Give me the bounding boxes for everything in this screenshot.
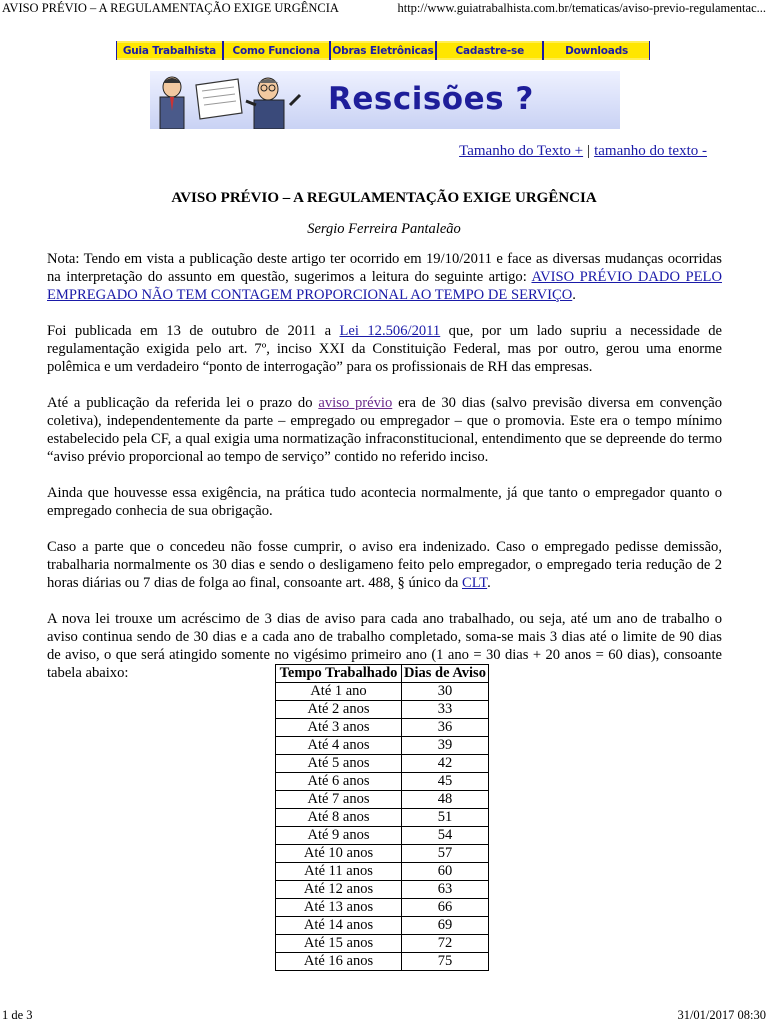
nav-downloads[interactable]: Downloads	[544, 41, 649, 60]
cell-tempo: Até 3 anos	[276, 719, 402, 737]
table-row	[276, 863, 489, 881]
cell-tempo: Até 12 anos	[276, 881, 402, 899]
print-header-url: http://www.guiatrabalhista.com.br/tematicas/aviso-previo-regulamentac...	[397, 1, 766, 15]
cell-tempo: Até 6 anos	[276, 773, 402, 791]
table-header-row	[276, 665, 489, 683]
cell-dias: 57	[402, 845, 489, 863]
text-size-controls	[459, 143, 707, 160]
cell-tempo: Até 5 anos	[276, 755, 402, 773]
paragraph-text: Caso a parte que o concedeu não fosse cumprir, o aviso era indenizado. Caso o empregado pedisse demissão, trabalharia normalmente os 30 dias e sendo o desligameno feito pelo empregador, o empregado teria redução de 2 horas diárias ou 7 dias de folga ao final, consoante art. 488, § único da	[47, 539, 722, 591]
paragraph-lei	[47, 322, 722, 376]
cell-tempo: Até 16 anos	[276, 953, 402, 971]
table-row	[276, 935, 489, 953]
related-article-link[interactable]: AVISO PRÉVIO DADO PELO EMPREGADO NÃO TEM CONTAGEM PROPORCIONAL AO TEMPO DE SERVIÇO	[47, 269, 722, 303]
cell-dias: 39	[402, 737, 489, 755]
rescisoes-banner	[150, 71, 620, 129]
paragraph-text: Foi publicada em 13 de outubro de 2011 a	[47, 323, 340, 339]
cell-dias: 72	[402, 935, 489, 953]
table-row	[276, 809, 489, 827]
column-header-dias: Dias de Aviso	[402, 665, 489, 683]
cell-tempo: Até 2 anos	[276, 701, 402, 719]
cell-tempo: Até 13 anos	[276, 899, 402, 917]
cell-dias: 42	[402, 755, 489, 773]
cell-dias: 75	[402, 953, 489, 971]
paragraph-exigencia: Ainda que houvesse essa exigência, na prática tudo acontecia normalmente, já que tanto o empregador quanto o empregado conhecia de sua obrigação.	[47, 485, 722, 519]
aviso-previo-link[interactable]: aviso prévio	[318, 395, 393, 411]
cell-dias: 54	[402, 827, 489, 845]
table-row	[276, 953, 489, 971]
table-row	[276, 773, 489, 791]
paragraph-indenizado	[47, 538, 722, 592]
table-row	[276, 683, 489, 701]
cell-tempo: Até 4 anos	[276, 737, 402, 755]
print-header-title: AVISO PRÉVIO – A REGULAMENTAÇÃO EXIGE URGÊNCIA	[2, 1, 339, 15]
clt-link[interactable]: CLT	[462, 575, 488, 591]
cell-tempo: Até 14 anos	[276, 917, 402, 935]
cell-dias: 60	[402, 863, 489, 881]
cell-dias: 45	[402, 773, 489, 791]
print-header	[0, 0, 768, 18]
cell-dias: 33	[402, 701, 489, 719]
article-author: Sergio Ferreira Pantaleão	[307, 221, 461, 237]
table-row	[276, 827, 489, 845]
paragraph-text: que, por um lado supriu a necessidade de regulamentação exigida pelo art. 7º, inciso XXI da Constituição Federal, mas por outro, gerou uma enorme polêmica e um verdadeiro “ponto de interrogação” para os profissionais de RH das empresas.	[47, 323, 723, 375]
cell-tempo: Até 11 anos	[276, 863, 402, 881]
table-row	[276, 701, 489, 719]
cell-dias: 69	[402, 917, 489, 935]
cell-tempo: Até 15 anos	[276, 935, 402, 953]
aviso-table	[275, 664, 489, 971]
paragraph-text: Nota: Tendo em vista a publicação deste artigo ter ocorrido em 19/10/2011 e face as diversas mudanças ocorridas na interpretação do assunto em questão, sugerimos a leitura do seguinte artigo:	[47, 251, 722, 285]
table-row	[276, 755, 489, 773]
increase-text-size-link[interactable]: Tamanho do Texto +	[459, 143, 584, 159]
print-footer	[0, 1008, 768, 1024]
paragraph-text: .	[487, 575, 491, 591]
cartoon-illustration	[150, 71, 325, 129]
lei-12506-link[interactable]: Lei 12.506/2011	[339, 323, 441, 339]
article-title: AVISO PRÉVIO – A REGULAMENTAÇÃO EXIGE URGÊNCIA	[171, 190, 597, 206]
paragraph-text: .	[572, 287, 576, 303]
table-row	[276, 791, 489, 809]
paragraph-text: Até a publicação da referida lei o prazo do	[47, 395, 319, 411]
paragraph-note	[47, 250, 722, 304]
cell-tempo: Até 9 anos	[276, 827, 402, 845]
cell-dias: 66	[402, 899, 489, 917]
cell-dias: 48	[402, 791, 489, 809]
cell-dias: 36	[402, 719, 489, 737]
print-datetime: 31/01/2017 08:30	[677, 1008, 766, 1022]
table-row	[276, 845, 489, 863]
nav-obras-eletronicas[interactable]: Obras Eletrônicas	[331, 41, 436, 60]
table-row	[276, 881, 489, 899]
column-header-tempo: Tempo Trabalhado	[276, 665, 402, 683]
paragraph-text: era de 30 dias (salvo previsão diversa em convenção coletiva), independentemente da parte – empregado ou empregador – que o promovia. Este era o tempo mínimo estabelecido pela CF, a qual exigia uma normatização infraconstitucional, entendimento que se depreende do termo “aviso prévio proporcional ao tempo de serviço” contido no referido inciso.	[47, 395, 722, 465]
table-row	[276, 719, 489, 737]
table-row	[276, 737, 489, 755]
nav-cadastre-se[interactable]: Cadastre-se	[437, 41, 542, 60]
banner-title: Rescisões ?	[328, 81, 534, 117]
table-row	[276, 899, 489, 917]
decrease-text-size-link[interactable]: tamanho do texto -	[594, 143, 707, 159]
nav-como-funciona[interactable]: Como Funciona	[224, 41, 329, 60]
cell-tempo: Até 8 anos	[276, 809, 402, 827]
cell-tempo: Até 7 anos	[276, 791, 402, 809]
nav-guia-trabalhista[interactable]: Guia Trabalhista	[117, 41, 222, 60]
cell-dias: 30	[402, 683, 489, 701]
table-row	[276, 917, 489, 935]
top-navigation	[116, 41, 650, 60]
cell-dias: 63	[402, 881, 489, 899]
cell-dias: 51	[402, 809, 489, 827]
cell-tempo: Até 10 anos	[276, 845, 402, 863]
paragraph-prazo	[47, 394, 722, 466]
table-body	[276, 683, 489, 971]
page-number: 1 de 3	[2, 1008, 33, 1022]
text-size-separator: |	[587, 143, 591, 159]
article-body	[47, 250, 722, 700]
paragraph-nova-lei: A nova lei trouxe um acréscimo de 3 dias de aviso para cada ano trabalhado, ou seja, até um ano de trabalho o aviso continua sendo de 30 dias e a cada ano de trabalho completado, soma-se mais 3 dias até o limite de 90 dias de aviso, o que será atingido somente no vigésimo primeiro ano (1 ano = 30 dias + 20 anos = 60 dias), consoante tabela abaixo:	[47, 611, 722, 681]
cell-tempo: Até 1 ano	[276, 683, 402, 701]
